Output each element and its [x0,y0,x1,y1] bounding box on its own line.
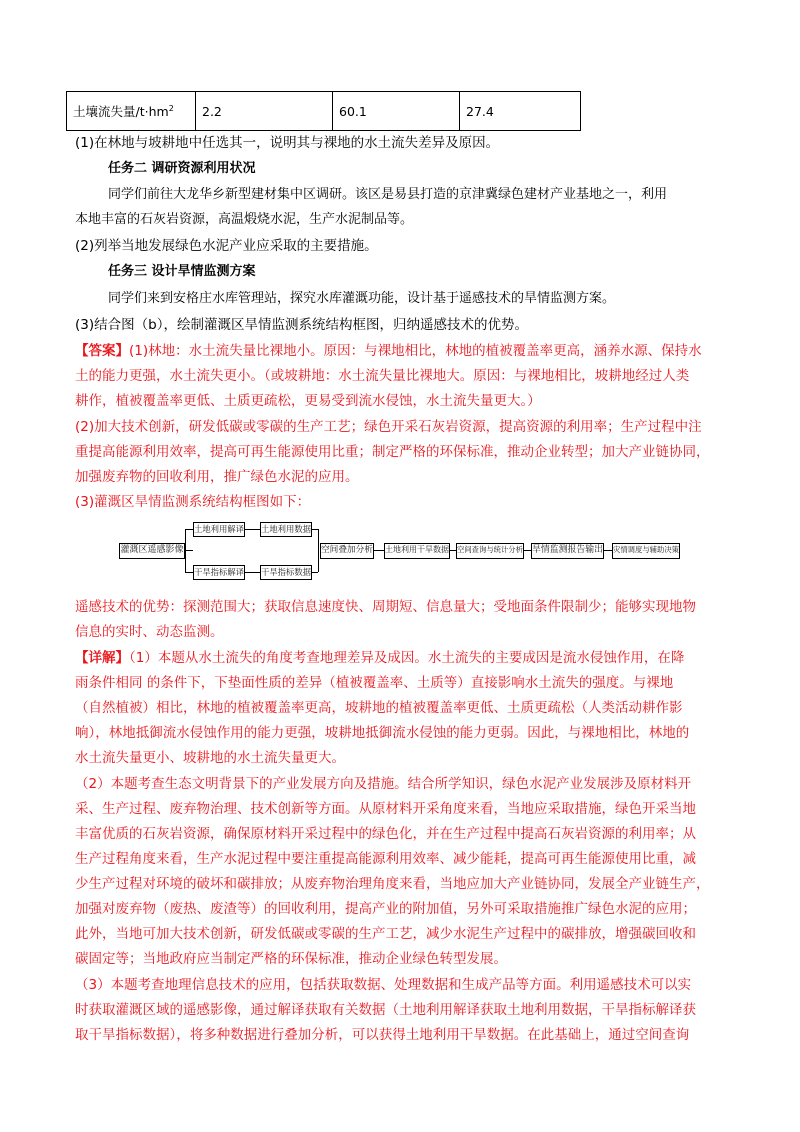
task3-paragraph: 同学们来到安格庄水库管理站，探究水库灌溉功能，设计基于遥感技术的旱情监测方案。 [108,291,616,306]
detail-line: 水土流失量更小、坡耕地的水土流失量更大。 [75,750,345,766]
detail-line [75,648,684,668]
row-label-text: 土壤流失量/t·hm [73,104,169,119]
flow-box-landuse-drought-data: 土地利用干旱数据 [384,543,450,559]
detail-line: （自然植被）相比，林地的植被覆盖率更高，坡耕地的植被覆盖率更低、土质更疏松（人类活动耕作影 [75,700,683,716]
detail-line: （3）本题考查地理信息技术的应用，包括获取数据、处理数据和生成产品等方面。利用遥感技术可以实 [75,977,692,993]
detail-line: 丰富优质的石灰岩资源，确保原材料开采过程中的绿色化，并在生产过程中提高石灰岩资源的利用率；从 [75,826,696,842]
flow-box-report-output: 旱情监测报告输出 [531,543,604,559]
answer-line: 遥感技术的优势：探测范围大；获取信息速度快、周期短、信息量大；受地面条件限制少；能够实现地物 [75,599,696,615]
flow-box-decision: 灾情调度与辅助决策 [612,543,680,559]
flow-connector [604,550,612,551]
task3-heading: 任务三 设计旱情监测方案 [108,264,256,279]
task2-heading: 任务二 调研资源利用状况 [108,161,256,176]
answer-line: 重提高能源利用效率，提高可再生能源使用比重；制定严格的环保标准，推动企业转型；加大产业链协同， [75,444,710,460]
detail-line: 此外，当地可加大技术创新，研发低碳或零碳的生产工艺，减少水泥生产过程中的碳排放，增强碳回收和 [75,926,696,942]
detail-line: （2）本题考查生态文明背景下的产业发展方向及措施。结合所学知识，绿色水泥产业发展涉及原材料开 [75,776,692,792]
detail-line: 雨条件相同 的条件下，下垫面性质的差异（植被覆盖率、土质等）直接影响水土流失的强度。与裸地 [75,675,674,691]
answer-line: 加强废弃物的回收利用，推广绿色水泥的应用。 [75,469,359,485]
flow-connector [185,529,186,572]
detail-label: 【详解】 [75,650,129,666]
flow-connector [185,550,193,551]
flow-connector [312,572,318,573]
flow-connector [185,529,193,530]
detail-line: 响），林地抵御流水侵蚀作用的能力更强，坡耕地抵御流水侵蚀的能力更弱。因此，与裸地相比，林地的 [75,725,690,741]
question-1: (1)在林地与坡耕地中任选其一，说明其与裸地的水土流失差异及原因。 [75,135,500,151]
flow-box-start: 灌溉区遥感影像 [119,543,185,559]
flow-connector [374,550,384,551]
detail-line: 采、生产过程、废弃物治理、技术创新等方面。从原材料开采角度来看，当地应采取措施，绿色开采当地 [75,801,696,817]
detail-line: 碳固定等；当地政府应当制定严格的环保标准，推动企业绿色转型发展。 [75,951,507,967]
detail-line: 取干旱指标数据），将多种数据进行叠加分析，可以获得土地利用干旱数据。在此基础上，通过空间查询 [75,1027,690,1043]
detail-text: （1）本题从水土流失的角度考查地理差异及成因。水土流失的主要成因是流水侵蚀作用，在降 [129,650,685,666]
answer-line: 信息的实时、动态监测。 [75,624,224,640]
detail-line: 少生产过程对环境的破坏和碳排放；从废弃物治理角度来看，当地应加大产业链协同，发展全产业链生产， [75,876,710,892]
question-3: (3)结合图（b），绘制灌溉区旱情监测系统结构框图，归纳遥感技术的优势。 [75,317,528,333]
table-row [67,92,581,131]
detail-line: 生产过程角度来看，生产水泥过程中要注重提高能源利用效率、减少能耗，提高可再生能源使用比重，减 [75,851,696,867]
flow-box-land-data: 土地利用数据 [260,522,312,537]
flow-box-land-interpretation: 土地利用解译 [193,522,245,537]
flow-connector [185,572,193,573]
answer-text: (1)林地：水土流失量比裸地小。原因：与裸地相比，林地的植被覆盖率更高，涵养水源、保持水 [129,343,702,359]
flow-connector [524,550,531,551]
answer-line: 土的能力更强，水土流失更小。（或坡耕地：水土流失量比裸地大。原因：与裸地相比，坡耕地经过人类 [75,368,690,384]
table-cell: 27.4 [460,92,581,131]
table-cell: 2.2 [196,92,333,131]
table-row-label [67,92,196,131]
flow-box-drought-data: 干旱指标数据 [260,565,312,580]
flow-box-overlay-analysis: 空间叠加分析 [320,543,374,559]
question-2: (2)列举当地发展绿色水泥产业应采取的主要措施。 [75,238,378,254]
answer-label: 【答案】 [75,343,129,359]
flow-box-query-statistics: 空间查询与统计分析 [456,543,524,559]
detail-line: 加强对废弃物（废热、废渣等）的回收利用，提高产业的附加值，另外可采取措施推广绿色水泥的应用； [75,901,696,917]
answer-line: 耕作，植被覆盖率更低、土质更疏松，更易受到流水侵蚀，水土流失量更大。） [75,393,541,409]
soil-loss-table [66,91,581,131]
task2-paragraph: 同学们前往大龙华乡新型建材集中区调研。该区是易县打造的京津冀绿色建材产业基地之一，利用 [108,187,668,202]
flow-box-drought-interpretation: 干旱指标解译 [193,565,245,580]
answer-line [75,341,702,361]
table-cell: 60.1 [333,92,460,131]
flow-connector [245,572,260,573]
task2-paragraph: 本地丰富的石灰岩资源，高温煅烧水泥，生产水泥制品等。 [75,212,414,227]
row-label-superscript: 2 [168,103,174,113]
answer-line: (3)灌溉区旱情监测系统结构框图如下： [75,494,311,510]
flow-connector [318,529,319,572]
answer-line: (2)加大技术创新，研发低碳或零碳的生产工艺；绿色开采石灰岩资源，提高资源的利用率；生产过程中注 [75,419,702,435]
detail-line: 时获取灌溉区域的遥感影像，通过解译获取有关数据（土地利用解译获取土地利用数据，干旱指标解译获 [75,1002,696,1018]
flow-connector [245,529,260,530]
